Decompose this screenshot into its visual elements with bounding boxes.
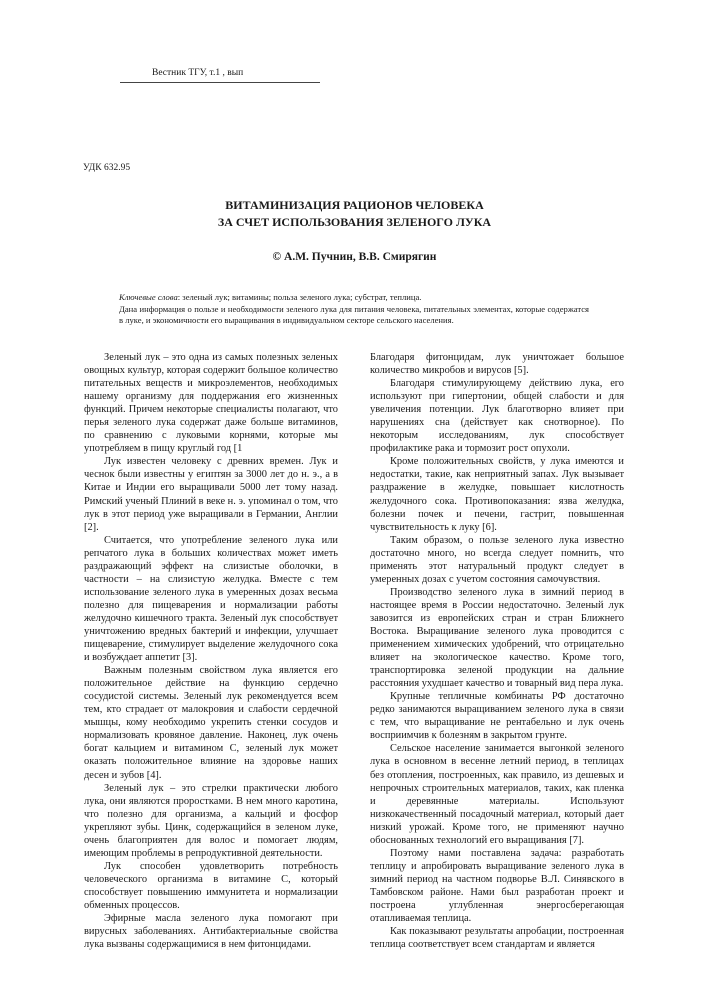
- paragraph: Кроме положительных свойств, у лука имеются и недостатки, такие, как неприятный запах. Лук вызывает раздражение в желудке, повышает кислотность желудочного сока. Противопоказания: язва желудка, болезни почек и печени, гастрит, повышенная чувствительность к луку [6].: [370, 456, 624, 533]
- paragraph: Лук способен удовлетворить потребность человеческого организма в витамине С, который способствует повышению иммунитета и нормализации обменных процессов.: [84, 860, 338, 911]
- title-line-2: ЗА СЧЕТ ИСПОЛЬЗОВАНИЯ ЗЕЛЕНОГО ЛУКА: [217, 215, 492, 229]
- header-rule: [120, 82, 320, 83]
- abstract: Дана информация о пользе и необходимости зеленого лука для питания человека, питательных элементах, которые содержатся в луке, и экономичности его выращивания в индивидуальном секторе сельского населения.: [119, 303, 589, 326]
- paragraph: Поэтому нами поставлена задача: разработать теплицу и апробировать выращивание зеленого лука в зимний период на частном подворье В.Л. Синявского в Тамбовском районе. Нами был разработан проект и построена углубленная энергосберегающая отапливаемая теплица.: [370, 847, 624, 925]
- authors: © А.М. Пучнин, В.В. Смирягин: [272, 251, 437, 263]
- paragraph: Эфирные масла зеленого лука помогают при вирусных заболеваниях. Антибактериальные свойства лука вызваны содержащимися в нем фитонцидами.: [84, 913, 338, 951]
- paragraph: Благодаря стимулирующему действию лука, его используют при гипертонии, общей слабости и для увеличения потенции. Лук благотворно влияет при нарушениях сна (действует как снотворное). По некоторым исследованиям, лук способствует профилактике рака и тормозит рост опухоли.: [370, 378, 624, 455]
- article-meta: [119, 292, 589, 327]
- keywords-label: Ключевые слова: [119, 292, 178, 302]
- paragraph: Как показывают результаты апробации, построенная теплица соответствует всем стандартам и является: [370, 926, 624, 951]
- title-line-1: ВИТАМИНИЗАЦИЯ РАЦИОНОВ ЧЕЛОВЕКА: [225, 198, 484, 212]
- paragraph: Производство зеленого лука в зимний период в настоящее время в России недостаточно. Зеленый лук завозится из европейских стран и стран Ближнего Востока. Выращивание зеленого лука проводится с применением химических удобрений, что отрицательно влияет на экологическое качество. Кроме того, транспортировка зеленой продукции на дальние расстояния ухудшает качество и товарный вид пера лука.: [370, 586, 624, 690]
- keywords-text: : зеленый лук; витамины; польза зеленого лука; субстрат, теплица.: [177, 292, 422, 302]
- paragraph: Зеленый лук – это стрелки практически любого лука, они являются проростками. В нем много каротина, что полезно для организма, а кальций и фосфор укрепляют зубы. Цинк, содержащийся в зеленом луке, очень благоприятен для волос и помогает людям, имеющим проблемы в репродуктивной деятельности.: [84, 782, 338, 859]
- paragraph: Крупные тепличные комбинаты РФ достаточно редко занимаются выращиванием зеленого лука в связи с тем, что выращивание не рентабельно и лук очень восприимчив к болезням в закрытом грунте.: [370, 691, 624, 742]
- paragraph: Зеленый лук – это одна из самых полезных зеленых овощных культур, которая содержит большое количество питательных веществ и микроэлементов, необходимых нашему организму для поддержания его жизненных функций. Причем некоторые специалисты полагают, что перья зеленого лука содержат даже больше витаминов, по сравнению с луковыми корнями, которые мы употребляем в пищу круглый год [1: [84, 352, 338, 455]
- body-column-left: [84, 351, 338, 951]
- paragraph: Сельское население занимается выгонкой зеленого лука в основном в весенне летний период, в теплицах без отопления, построенных, как правило, из дешевых и непрочных строительных материалов, таких, как пленка и деревянные материалы. Используют низкокачественный посадочный материал, который дает низкий урожай. Кроме того, не применяют научно обоснованных технологий его выращивания [7].: [370, 743, 624, 846]
- paragraph: Благодаря фитонцидам, лук уничтожает большое количество микробов и вирусов [5].: [370, 352, 624, 377]
- udk-code: УДК 632.95: [83, 163, 131, 173]
- paragraph: Лук известен человеку с древних времен. Лук и чеснок были известны у египтян за 3000 лет до н. э., а в Китае и Индии его выращивали 5000 лет тому назад. Римский ученый Плиний в веке н. э. упоминал о том, что лук в этот период уже выращивали в Германии, Англии [2].: [84, 456, 338, 533]
- paragraph: Важным полезным свойством лука является его положительное действие на функцию сердечно сосудистой системы. Зеленый лук рекомендуется всем тем, кто страдает от малокровия и слабости сердечной мышцы, кому необходимо укрепить стенки сосудов и нормализовать кровяное давление. Наконец, лук очень богат кальцием и витамином С, зеленый лук может оказать положительное влияние на здоровье наших десен и зубов [4].: [84, 665, 338, 781]
- paragraph: Считается, что употребление зеленого лука или репчатого лука в больших количествах может иметь раздражающий эффект на слизистые оболочки, в частности – на слизистую желудка. Вместе с тем использование зеленого лука в умеренных дозах весьма полезно для пищеварения и нормализации работы желудочно кишечного тракта. Зеленый лук способствует уничтожению вредных бактерий и инфекции, улучшает пищеварение, стимулирует выделение желудочного сока и возбуждает аппетит [3].: [84, 534, 338, 664]
- article-title: [0, 197, 709, 231]
- keywords: [119, 292, 589, 304]
- running-head: Вестник ТГУ, т.1 , вып: [152, 68, 244, 78]
- paragraph: Таким образом, о пользе зеленого лука известно достаточно много, но всегда следует помнить, что применять этот натуральный продукт следует в умеренных дозах с учетом состояния самочувствия.: [370, 534, 624, 585]
- body-column-right: [370, 351, 624, 951]
